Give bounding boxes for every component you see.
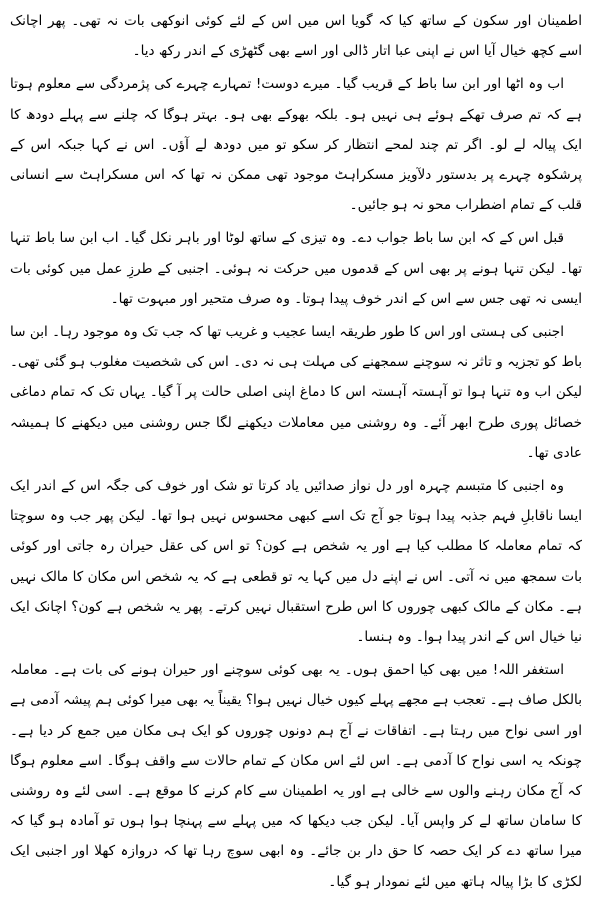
paragraph-1: اطمینان اور سکون کے ساتھ کیا کہ گویا اس میں اس کے لئے کوئی انوکھی بات نہ تھی۔ پھر اچانک اسے کچھ خیال آیا اس نے اپنی عبا اتار ڈالی اور اسے بھی گٹھڑی کے اندر رکھ دیا۔: [10, 13, 582, 60]
paragraph-5: وہ اجنبی کا متبسم چہرہ اور دل نواز صدائیں یاد کرتا تو شک اور خوف کی جگہ اس کے اندر ایک ایسا ناقابلِ فہم جذبہ پیدا ہوتا جو آج تک اسے کبھی محسوس نہیں ہوا تھا۔ لیکن پھر جب وہ سوچتا کہ تمام معاملہ کا مطلب کیا ہے اور یہ شخص ہے کون؟ تو اس کی عقل حیران رہ جاتی اور کوئی بات سمجھ میں نہ آتی۔ اس نے اپنے دل میں کہا یہ تو قطعی ہے کہ یہ شخص اس مکان کا مالک نہیں ہے۔ مکان کے مالک کبھی چوروں کا اس طرح استقبال نہیں کرتے۔ پھر یہ شخص ہے کون؟ اچانک ایک نیا خیال اس کے اندر پیدا ہوا۔ وہ ہنسا۔: [10, 478, 582, 646]
paragraph-2: اب وہ اٹھا اور ابن سا باط کے قریب گیا۔ میرے دوست! تمہارے چہرے کی پژمردگی سے معلوم ہوتا ہے کہ تم صرف تھکے ہوئے ہی نہیں ہو۔ بلکہ بھوکے بھی ہو۔ بہتر ہوگا کہ چلنے سے پہلے دودھ کا ایک پیالہ لے لو۔ اگر تم چند لمحے انتظار کر سکو تو میں دودھ لے آؤں۔ اس نے کہا جبکہ اس کے پرشکوہ چہرے پر بدستور دلآویز مسکراہٹ موجود تھی ممکن نہ تھا کہ اس مسکراہٹ سے انسانی قلب کے تمام اضطراب محو نہ ہو جائیں۔: [10, 76, 582, 214]
document-page: [10, 6, 582, 897]
paragraph-4: اجنبی کی ہستی اور اس کا طور طریقہ ایسا عجیب و غریب تھا کہ جب تک وہ موجود رہا۔ ابن سا باط کو تجزیہ و تاثر نہ سوچنے سمجھنے کی مہلت ہی نہ دی۔ اس کی شخصیت مغلوب ہو گئی تھی۔ لیکن اب وہ تنہا ہوا تو آہستہ آہستہ اس کا دماغ اپنی اصلی حالت پر آ گیا۔ یہاں تک کہ تمام دماغی خصائل پوری طرح ابھر آئے۔ وہ روشنی میں معاملات دیکھنے لگا جس روشنی میں دیکھنے کا ہمیشہ عادی تھا۔: [10, 324, 582, 461]
paragraph-3: قبل اس کے کہ ابن سا باط جواب دے۔ وہ تیزی کے ساتھ لوٹا اور باہر نکل گیا۔ اب ابن سا باط تنہا تھا۔ لیکن تنہا ہونے پر بھی اس کے قدموں میں حرکت نہ ہوئی۔ اجنبی کے طرزِ عمل میں کوئی بات ایسی نہ تھی جس سے اس کے اندر خوف پیدا ہوتا۔ وہ صرف متحیر اور مبہوت تھا۔: [10, 230, 582, 307]
paragraph-6: استغفر اللہ! میں بھی کیا احمق ہوں۔ یہ بھی کوئی سوچنے اور حیران ہونے کی بات ہے۔ معاملہ بالکل صاف ہے۔ تعجب ہے مجھے پہلے کیوں خیال نہیں ہوا؟ یقیناً یہ بھی میرا کوئی ہم پیشہ آدمی ہے اور اسی نواح میں رہتا ہے۔ اتفاقات نے آج ہم دونوں چوروں کو ایک ہی مکان میں جمع کر دیا ہے۔ چونکہ یہ اسی نواح کا آدمی ہے۔ اس لئے اس مکان کے تمام حالات سے واقف ہوگا۔ اسے معلوم ہوگا کہ آج مکان رہنے والوں سے خالی ہے اور یہ اطمینان سے کام کرنے کا موقع ہے۔ اسی لئے وہ روشنی کا سامان ساتھ لے کر واپس آیا۔ لیکن جب دیکھا کہ میں پہلے سے پہنچا ہوا ہوں تو آمادہ ہو گیا کہ میرا ساتھ دے کر ایک حصہ کا حق دار بن جائے۔ وہ ابھی سوچ رہا تھا کہ دروازہ کھلا اور اجنبی ایک لکڑی کا بڑا پیالہ ہاتھ میں لئے نمودار ہو گیا۔: [10, 662, 582, 890]
